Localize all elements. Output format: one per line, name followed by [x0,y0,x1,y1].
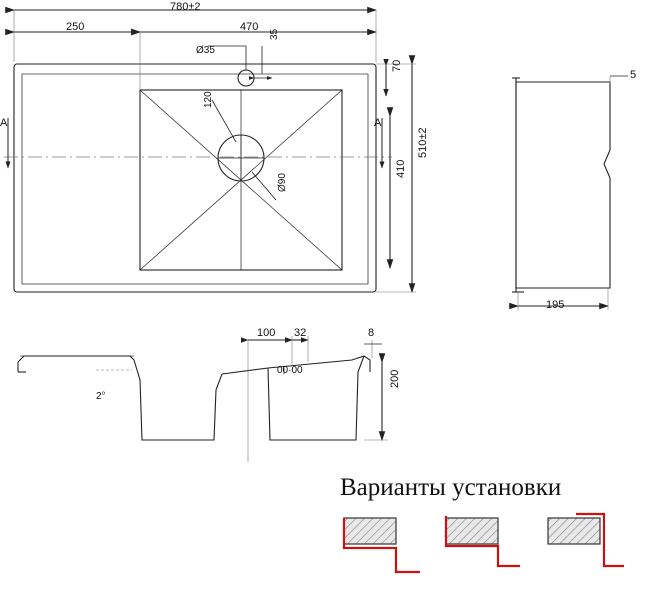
dim-label-left-section: 250 [66,21,85,33]
dim-label-side-depth: 195 [546,299,565,311]
dim-label-bowl-offset: 100 [257,327,276,339]
installation-options [344,514,624,572]
side-profile-outline [516,82,610,288]
counter-block-1 [344,518,396,544]
section-view [18,336,388,462]
dim-label-flange: 5 [630,69,637,81]
dim-label-bowl-depth: 200 [389,369,401,388]
dim-label-overall-width: 780±2 [170,1,201,13]
dim-label-bowl-width: 470 [240,21,259,33]
counter-block-2 [446,518,498,544]
section-label-right: A [374,117,382,129]
dim-label-top-edge: 70 [391,59,403,72]
dim-label-drain-dia: Ø90 [277,173,288,192]
section-label-left: A [0,117,8,129]
dim-label-tap-hole-dia: Ø35 [196,45,215,56]
dim-drain-dia-leader [252,172,276,200]
dim-label-rim-width: 32 [294,327,307,339]
section-left-bowl [134,360,222,440]
install-option-top [446,516,520,566]
sink-outer-outline [14,64,376,292]
installation-title: Варианты установки [340,474,562,501]
dim-drain-offset-leader [212,100,236,142]
section-left-rim [18,356,134,362]
side-view [512,76,628,310]
dim-label-drain-offset: 120 [203,91,214,108]
dim-label-overall-depth: 510±2 [417,127,429,158]
dim-label-center-mark: 00·00 [277,365,303,376]
sink-inner-rim [22,74,368,284]
counter-block-3 [548,518,600,544]
tap-hole-circle [238,70,254,86]
dim-label-bowl-height: 410 [395,159,407,178]
install-option-flush [344,518,420,572]
dim-label-tap-hole-offset: 35 [269,28,280,40]
install-option-under [548,514,624,566]
dim-label-slope-angle: 2° [96,391,106,402]
dim-label-rim-thickness: 8 [368,327,375,339]
